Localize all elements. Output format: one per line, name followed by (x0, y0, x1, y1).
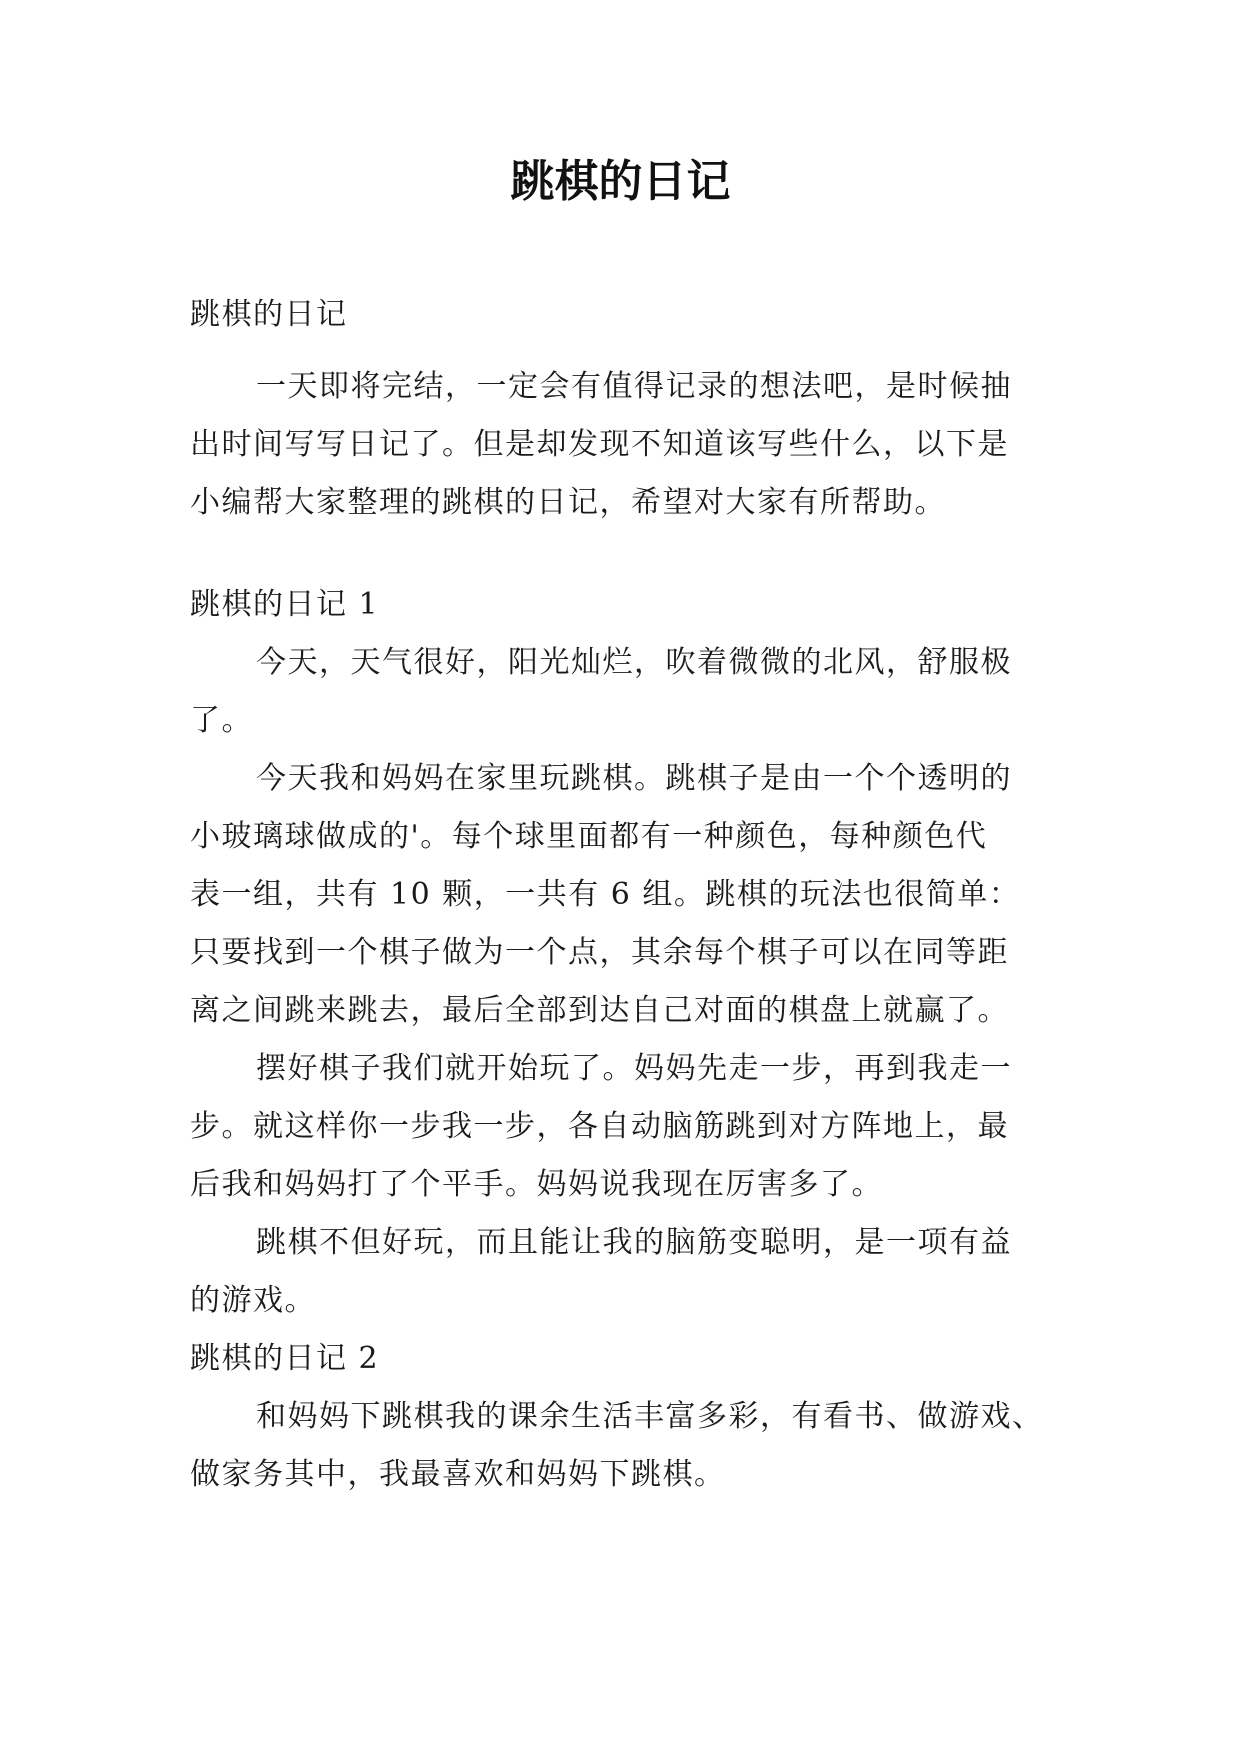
diary-1-line-8: 摆好棋子我们就开始玩了。妈妈先走一步，再到我走一 (256, 1051, 1012, 1086)
diary-1-section (190, 576, 1080, 1330)
diary-1-line-12: 的游戏。 (190, 1283, 316, 1318)
intro-line-2: 出时间写写日记了。但是却发现不知道该写些什么，以下是 (190, 427, 1009, 462)
diary-1-line-3: 今天我和妈妈在家里玩跳棋。跳棋子是由一个个透明的 (256, 761, 1012, 796)
diary-2-line-2: 做家务其中，我最喜欢和妈妈下跳棋。 (190, 1457, 726, 1492)
diary-2-section (190, 1330, 1080, 1504)
diary-1-heading: 跳棋的日记 1 (190, 587, 380, 622)
diary-2-heading: 跳棋的日记 2 (190, 1341, 380, 1376)
diary-1-line-1: 今天，天气很好，阳光灿烂，吹着微微的北风，舒服极 (256, 645, 1012, 680)
diary-1-line-4: 小玻璃球做成的'。每个球里面都有一种颜色，每种颜色代 (190, 819, 988, 854)
diary-1-line-5: 表一组，共有 10 颗，一共有 6 组。跳棋的玩法也很简单： (190, 877, 1021, 912)
diary-1-line-7: 离之间跳来跳去，最后全部到达自己对面的棋盘上就赢了。 (190, 993, 1009, 1028)
subtitle-line: 跳棋的日记 (190, 297, 348, 332)
intro-line-3: 小编帮大家整理的跳棋的日记，希望对大家有所帮助。 (190, 485, 946, 520)
diary-1-line-11: 跳棋不但好玩，而且能让我的脑筋变聪明，是一项有益 (256, 1225, 1012, 1260)
diary-1-line-10: 后我和妈妈打了个平手。妈妈说我现在厉害多了。 (190, 1167, 883, 1202)
intro-paragraph (190, 358, 1080, 532)
document-subtitle (190, 286, 1080, 344)
diary-1-line-2: 了。 (190, 703, 253, 738)
diary-1-line-6: 只要找到一个棋子做为一个点，其余每个棋子可以在同等距 (190, 935, 1009, 970)
diary-2-line-1: 和妈妈下跳棋我的课余生活丰富多彩，有看书、做游戏、 (256, 1399, 1044, 1434)
intro-line-1: 一天即将完结，一定会有值得记录的想法吧，是时候抽 (256, 369, 1012, 404)
diary-1-line-9: 步。就这样你一步我一步，各自动脑筋跳到对方阵地上，最 (190, 1109, 1009, 1144)
document-title: 跳棋的日记 (510, 156, 731, 207)
